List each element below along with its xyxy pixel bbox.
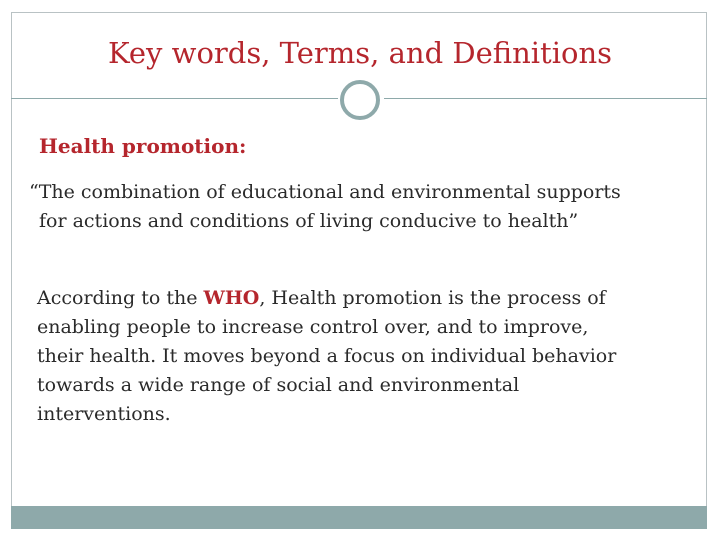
who-paragraph — [37, 284, 697, 429]
title-divider-right — [384, 98, 707, 99]
who-paragraph-line-3: their health. It moves beyond a focus on individual behavior — [37, 345, 617, 367]
bottom-accent-bar — [11, 506, 707, 529]
slide-title: Key words, Terms, and Definitions — [107, 36, 613, 70]
who-paragraph-line-1 — [37, 284, 697, 313]
who-highlight: WHO — [203, 287, 260, 309]
divider-circle-ornament — [340, 80, 380, 120]
title-divider-left — [11, 98, 338, 99]
who-paragraph-line-5: interventions. — [37, 403, 171, 425]
definition-line-1: “The combination of educational and environmental supports — [29, 181, 621, 203]
who-prefix: According to the — [37, 287, 204, 309]
definition-quote — [29, 178, 709, 236]
who-paragraph-line-2: enabling people to increase control over, and to improve, — [37, 316, 589, 338]
who-paragraph-line-4: towards a wide range of social and environmental — [37, 374, 520, 396]
term-heading: Health promotion: — [39, 134, 247, 158]
who-line1-rest: , Health promotion is the process of — [259, 287, 606, 309]
definition-line-2: for actions and conditions of living conducive to health” — [39, 210, 579, 232]
